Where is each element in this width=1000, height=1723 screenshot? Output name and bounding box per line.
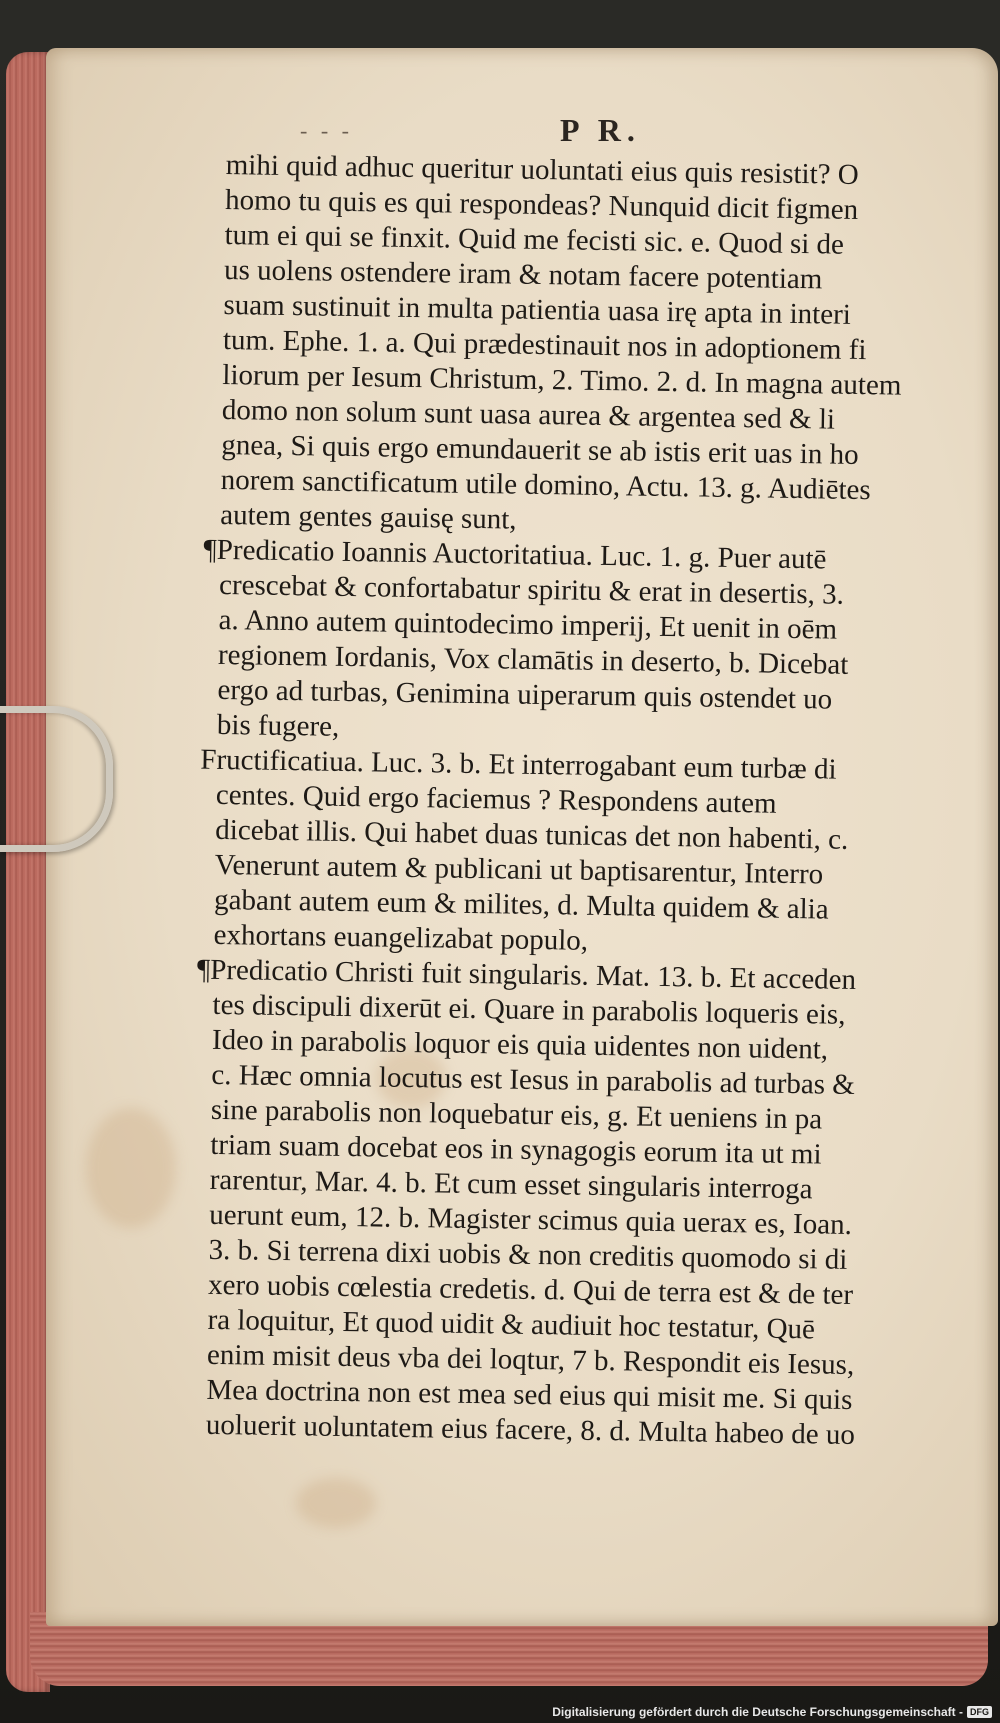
text-line: 3. b. Si terrena dixi uobis & non creditis quomodo si di [208,1233,848,1276]
text-line: Mea doctrina non est mea sed eius qui misit me. Si quis [206,1373,853,1416]
text-line: sine parabolis non loquebatur eis, g. Et ueniens in pa [210,1093,823,1136]
text-line: liorum per Iesum Christum, 2. Timo. 2. d. In magna autem [222,358,902,402]
page-text-block [196,148,986,1455]
text-line: tum ei qui se finxit. Quid me fecisti sic. e. Quod si de [224,218,845,261]
text-line: domo non solum sunt uasa aurea & argentea sed & li [221,393,836,436]
text-line: gnea, Si quis ergo emundauerit se ab istis erit uas in ho [221,428,859,471]
text-line: uoluerit uoluntatem eius facere, 8. d. Multa habeo de uo [205,1408,856,1452]
text-line: ¶Predicatio Christi fuit singularis. Mat. 13. b. Et acceden [196,953,857,996]
text-line: tes discipuli dixerūt ei. Quare in parabolis loqueris eis, [212,988,846,1031]
text-line: tum. Ephe. 1. a. Qui prædestinauit nos in adoptionem fi [222,323,867,367]
text-line: rarentur, Mar. 4. b. Et cum esset singularis interroga [209,1163,813,1206]
page-stain [296,1478,376,1528]
text-line: Venerunt autem & publicani ut baptisarentur, Interro [214,848,824,891]
text-line: uerunt eum, 12. b. Magister scimus quia uerax es, Ioan. [208,1198,853,1241]
text-line: gabant autem eum & milites, d. Multa quidem & alia [213,883,829,926]
text-line: suam sustinuit in multa patientia uasa irę apta in interi [223,288,852,331]
text-line: mihi quid adhuc queritur uoluntati eius quis resistit? O [225,148,859,191]
text-line: centes. Quid ergo faciemus ? Respondens autem [215,778,777,820]
text-line: autem gentes gauisę sunt, [219,498,517,536]
page-stain [86,1108,176,1228]
text-line: ¶Predicatio Ioannis Auctoritatiua. Luc. 1. g. Puer autē [203,533,827,576]
text-line: Fructificatiua. Luc. 3. b. Et interrogabant eum turbæ di [200,743,837,786]
text-line: Ideo in parabolis loquor eis quia uidentes non uident, [211,1023,829,1066]
text-line: ergo ad turbas, Genimina uiperarum quis ostendet uo [217,673,833,716]
text-line: exhortans euangelizabat populo, [213,918,589,957]
text-line: crescebat & confortabatur spiritu & erat in desertis, 3. [218,568,845,611]
book-clasp [0,706,113,852]
text-line: triam suam docebat eos in synagogis eorum ita ut mi [210,1128,822,1171]
text-line: ra loquitur, Et quod uidit & audiuit hoc testatur, Quē [207,1303,816,1346]
book-edge-left [6,52,50,1692]
running-head: P R. [560,112,641,148]
text-line: dicebat illis. Qui habet duas tunicas det non habenti, c. [215,813,849,856]
text-line: us uolens ostendere iram & notam facere potentiam [223,253,823,296]
text-line: regionem Iordanis, Vox clamātis in deserto, b. Dicebat [217,638,849,681]
text-line: norem sanctificatum utile domino, Actu. 13. g. Audiētes [220,463,871,507]
text-line: homo tu quis es qui respondeas? Nunquid dicit figmen [224,183,859,226]
text-line: xero uobis cœlestia credetis. d. Qui de terra est & de ter [207,1268,854,1311]
footer-credit: Digitalisierung gefördert durch die Deutsche Forschungsgemeinschaft - [552,1705,963,1719]
text-line: bis fugere, [216,708,340,743]
text-line: a. Anno autem quintodecimo imperij, Et uenit in oēm [218,603,838,646]
digitization-footer [552,1703,992,1721]
dfg-logo: DFG [967,1706,992,1718]
text-line: enim misit deus vba dei loqtur, 7 b. Respondit eis Iesus, [206,1338,855,1382]
text-line: c. Hæc omnia locutus est Iesus in parabolis ad turbas & [211,1058,856,1101]
page-header-ornament: - - - [300,118,353,143]
